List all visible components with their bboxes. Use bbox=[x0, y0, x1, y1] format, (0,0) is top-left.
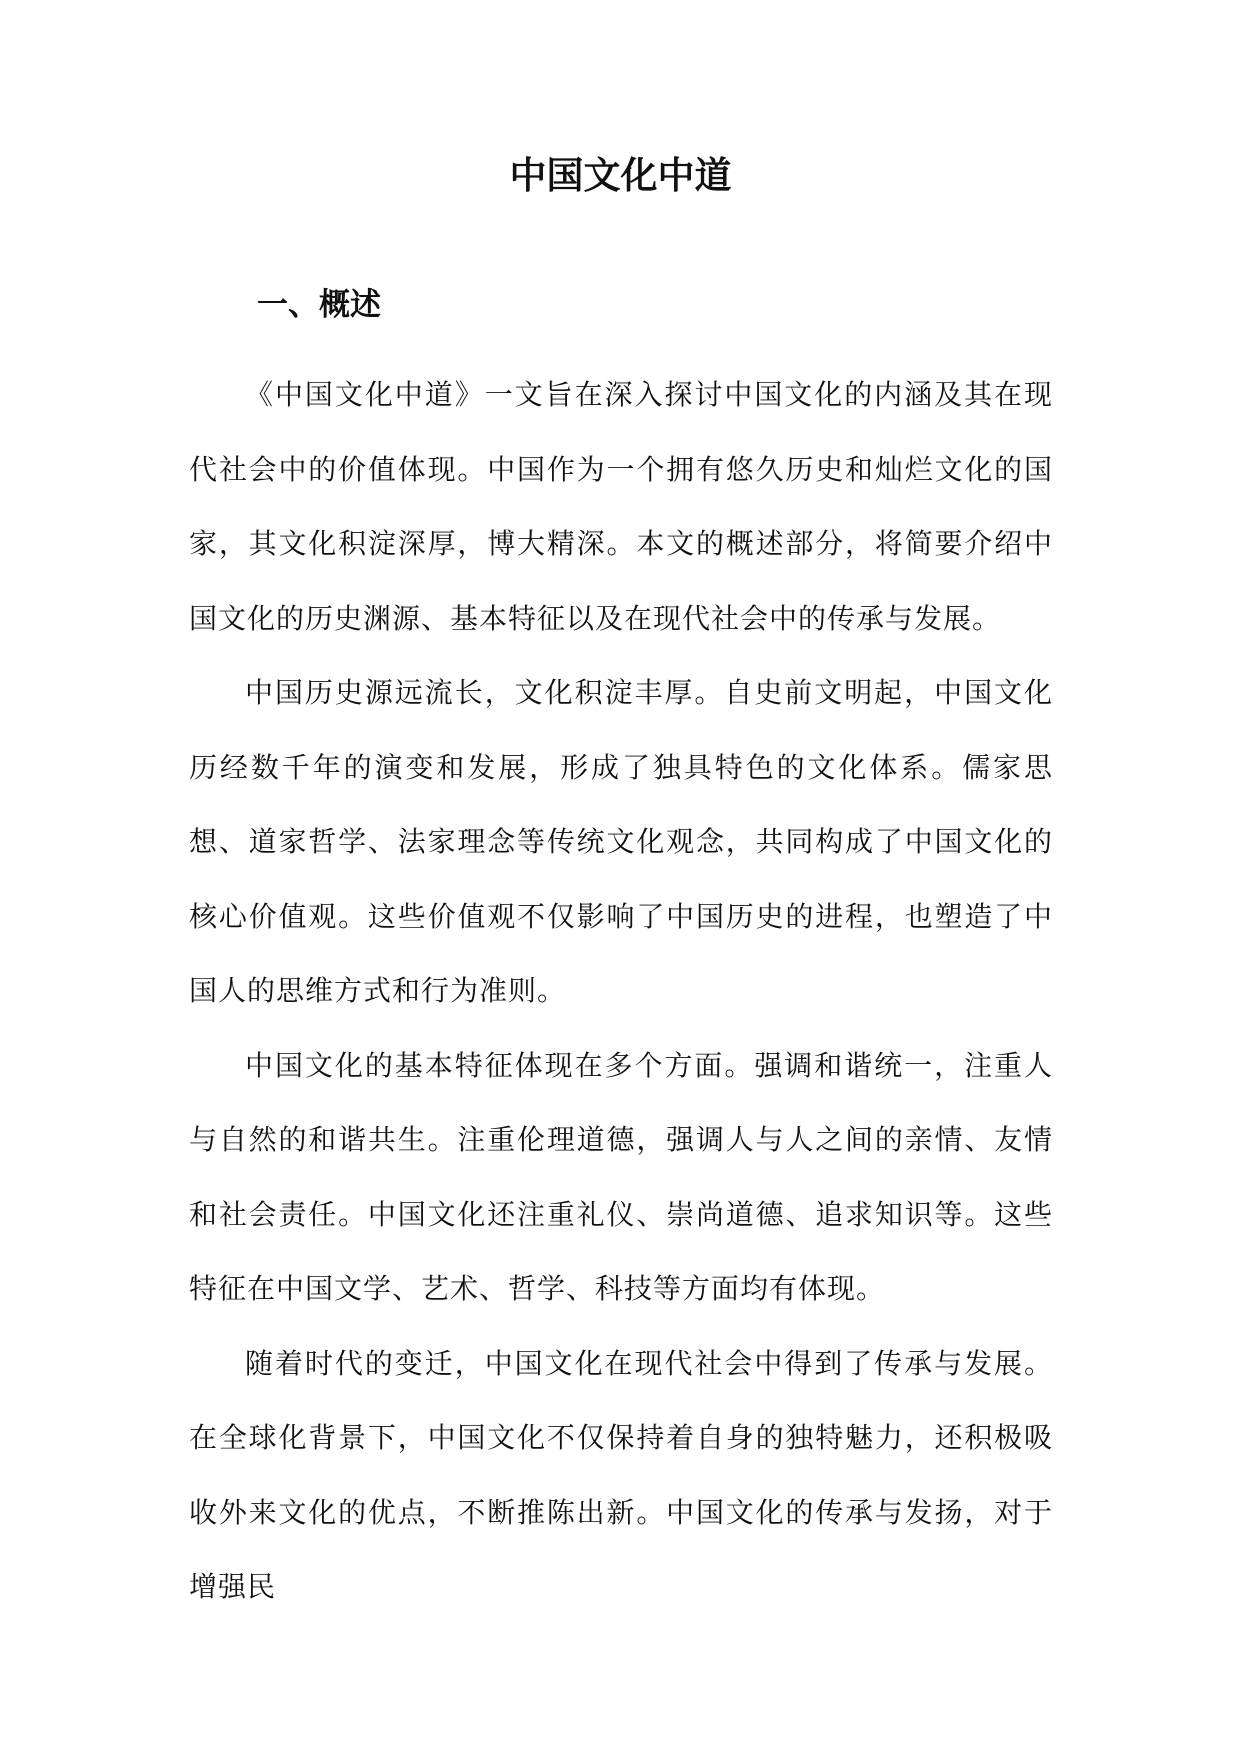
paragraph: 中国文化的基本特征体现在多个方面。强调和谐统一，注重人与自然的和谐共生。注重伦理道德，强调人与人之间的亲情、友情和社会责任。中国文化还注重礼仪、崇尚道德、追求知识等。这些特征在中国文学、艺术、哲学、科技等方面均有体现。 bbox=[189, 1048, 1053, 1305]
body-text bbox=[189, 358, 1053, 1625]
paragraph: 随着时代的变迁，中国文化在现代社会中得到了传承与发展。在全球化背景下，中国文化不仅保持着自身的独特魅力，还积极吸收外来文化的优点，不断推陈出新。中国文化的传承与发扬，对于增强民 bbox=[189, 1346, 1053, 1603]
paragraph: 中国历史源远流长，文化积淀丰厚。自史前文明起，中国文化历经数千年的演变和发展，形成了独具特色的文化体系。儒家思想、道家哲学、法家理念等传统文化观念，共同构成了中国文化的核心价值观。这些价值观不仅影响了中国历史的进程，也塑造了中国人的思维方式和行为准则。 bbox=[189, 676, 1053, 1007]
paragraph: 《中国文化中道》一文旨在深入探讨中国文化的内涵及其在现代社会中的价值体现。中国作为一个拥有悠久历史和灿烂文化的国家，其文化积淀深厚，博大精深。本文的概述部分，将简要介绍中国文化的历史渊源、基本特征以及在现代社会中的传承与发展。 bbox=[189, 378, 1053, 635]
section-heading: 一、概述 bbox=[257, 287, 381, 323]
document-title: 中国文化中道 bbox=[509, 154, 732, 197]
